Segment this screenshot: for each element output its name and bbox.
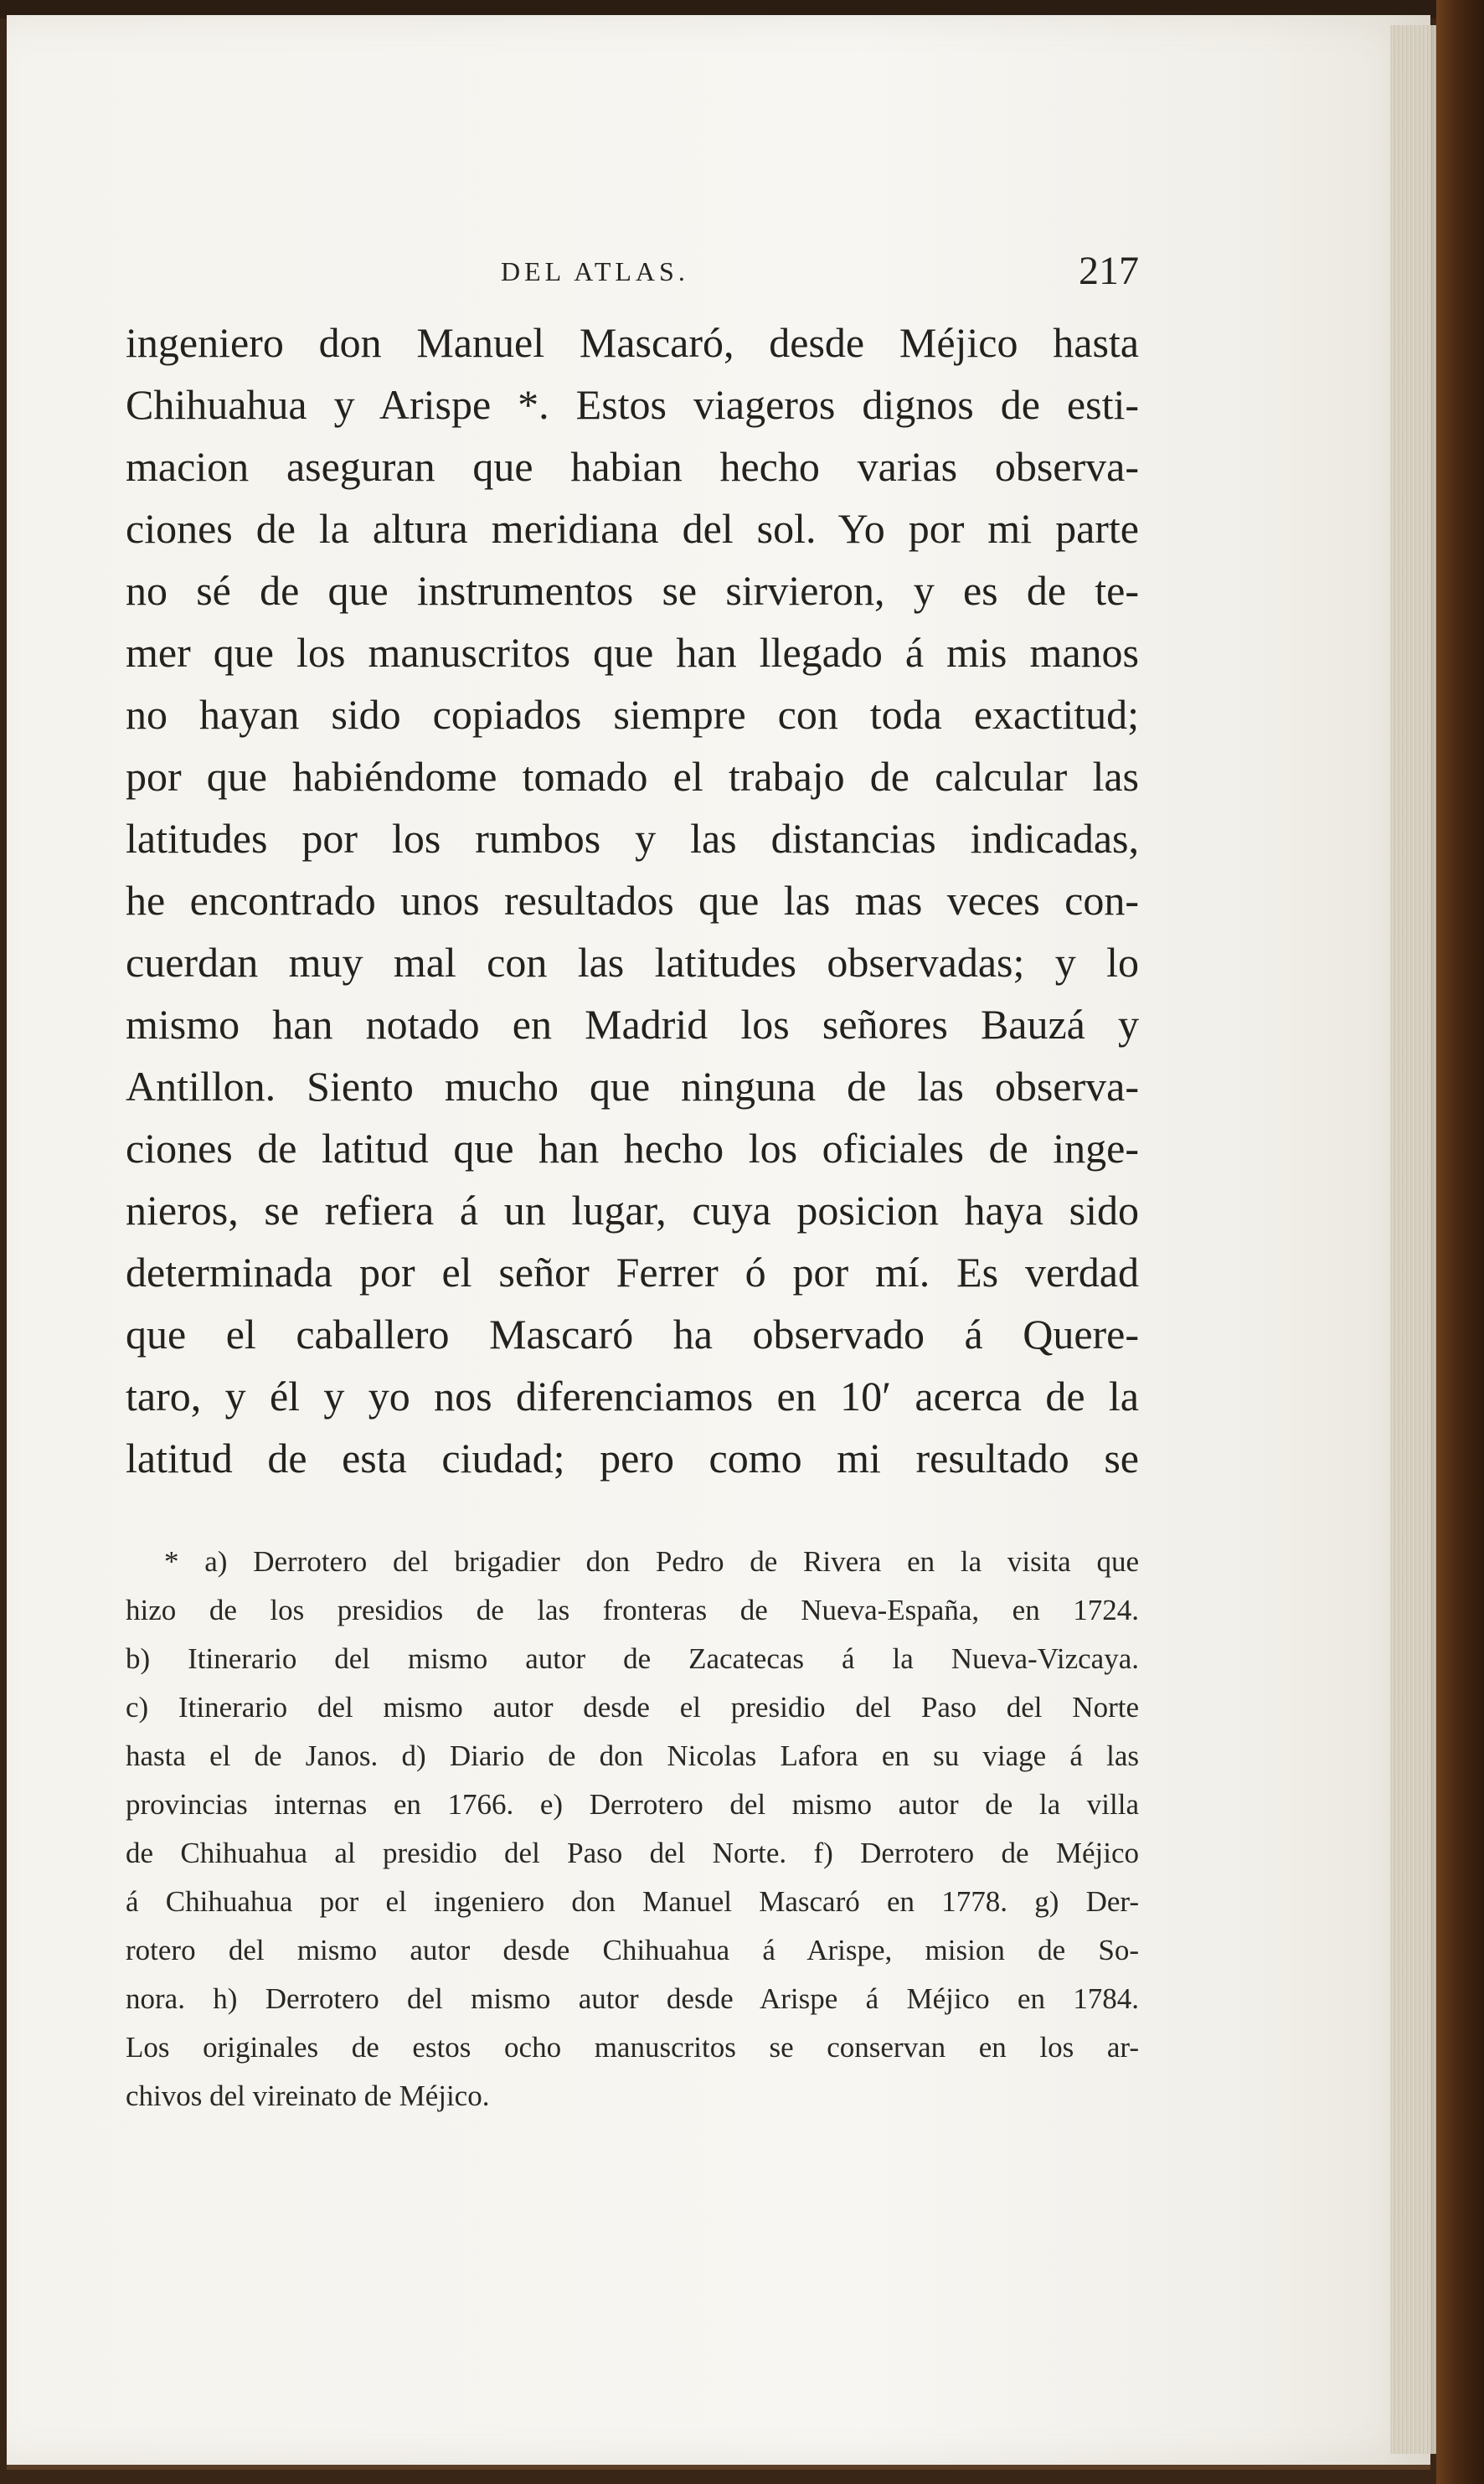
footnote-line: hizo de los presidios de las fronteras de Nueva-España, en 1724. — [126, 1594, 1139, 1626]
body-line: ciones de la altura meridiana del sol. Yo por mi parte — [126, 505, 1139, 552]
body-line: mismo han notado en Madrid los señores Bauzá y — [126, 1001, 1139, 1048]
page-number: 217 — [1079, 249, 1139, 293]
book-cover-edge — [1436, 0, 1484, 2484]
body-line: nieros, se refiera á un lugar, cuya posicion haya sido — [126, 1187, 1139, 1234]
footnote-line: b) Itinerario del mismo autor de Zacatecas á la Nueva-Vizcaya. — [126, 1642, 1139, 1675]
footnote-line: rotero del mismo autor desde Chihuahua á Arispe, mision de So- — [126, 1934, 1139, 1966]
running-head — [126, 248, 1139, 298]
footnote-line: chivos del vireinato de Méjico. — [126, 2079, 490, 2112]
page-edges — [1390, 25, 1440, 2454]
body-line: macion aseguran que habian hecho varias observa- — [126, 443, 1139, 490]
body-line: Chihuahua y Arispe *. Estos viageros dignos de esti- — [126, 381, 1139, 428]
body-line: por que habiéndome tomado el trabajo de calcular las — [126, 753, 1139, 800]
body-line: taro, y él y yo nos diferenciamos en 10′ acerca de la — [126, 1373, 1139, 1420]
body-line: he encontrado unos resultados que las mas veces con- — [126, 877, 1139, 924]
body-line: latitud de esta ciudad; pero como mi resultado se — [126, 1435, 1139, 1482]
body-line: mer que los manuscritos que han llegado á mis manos — [126, 629, 1139, 676]
body-line: cuerdan muy mal con las latitudes observadas; y lo — [126, 939, 1139, 986]
footnote-line: nora. h) Derrotero del mismo autor desde Arispe á Méjico en 1784. — [126, 1982, 1139, 2015]
body-line: que el caballero Mascaró ha observado á Quere- — [126, 1311, 1139, 1358]
footnote-line: de Chihuahua al presidio del Paso del Norte. f) Derrotero de Méjico — [126, 1837, 1139, 1869]
footnote-line: c) Itinerario del mismo autor desde el presidio del Paso del Norte — [126, 1691, 1139, 1724]
footnote-line: hasta el de Janos. d) Diario de don Nicolas Lafora en su viage á las — [126, 1739, 1139, 1772]
body-line: Antillon. Siento mucho que ninguna de las observa- — [126, 1063, 1139, 1110]
body-line: determinada por el señor Ferrer ó por mí. Es verdad — [126, 1249, 1139, 1296]
body-text — [126, 312, 1139, 1489]
running-title: DEL ATLAS. — [501, 256, 689, 286]
footnote-line: Los originales de estos ocho manuscritos se conservan en los ar- — [126, 2031, 1139, 2064]
body-line: no sé de que instrumentos se sirvieron, y es de te- — [126, 567, 1139, 614]
body-line: latitudes por los rumbos y las distancias indicadas, — [126, 815, 1139, 862]
footnote-line: á Chihuahua por el ingeniero don Manuel Mascaró en 1778. g) Der- — [126, 1885, 1139, 1918]
body-line: no hayan sido copiados siempre con toda exactitud; — [126, 691, 1139, 738]
body-line: ingeniero don Manuel Mascaró, desde Méjico hasta — [126, 319, 1139, 366]
body-line: ciones de latitud que han hecho los oficiales de inge- — [126, 1125, 1139, 1172]
footnotes — [126, 1538, 1139, 2121]
footnote-line: * a) Derrotero del brigadier don Pedro de Rivera en la visita que — [164, 1545, 1139, 1578]
footnote-line: provincias internas en 1766. e) Derrotero del mismo autor de la villa — [126, 1788, 1139, 1821]
